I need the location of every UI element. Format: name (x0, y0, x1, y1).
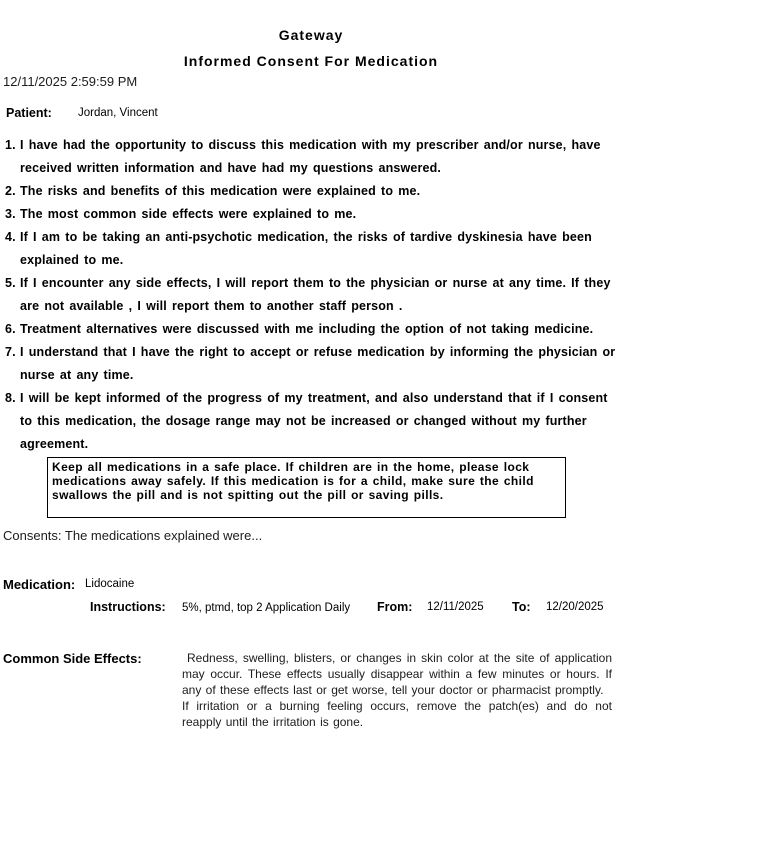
patient-row (0, 106, 622, 122)
to-date-value: 12/20/2025 (546, 601, 604, 613)
document-header (0, 27, 622, 69)
consent-item-number: 7. (5, 345, 16, 359)
consent-statement (5, 341, 617, 387)
patient-name: Jordan, Vincent (78, 107, 158, 119)
consent-item-number: 4. (5, 230, 16, 244)
consent-item-number: 6. (5, 322, 16, 336)
consent-item-text: If I encounter any side effects, I will report them to the physician or nurse at any time. If they are not available , I will report them to another staff person . (20, 276, 611, 313)
document-title: Informed Consent For Medication (183, 53, 439, 69)
patient-label: Patient: (6, 106, 52, 120)
consent-statement (5, 318, 617, 341)
consent-item-number: 2. (5, 184, 16, 198)
instructions-label: Instructions: (90, 600, 166, 614)
from-date-label: From: (377, 600, 413, 614)
consent-item-number: 8. (5, 391, 16, 405)
instructions-row (0, 600, 700, 632)
consent-item-text: I will be kept informed of the progress of my treatment, and also understand that if I consent to this medication, the dosage range may not be increased or changed without my further agreement. (20, 391, 608, 451)
print-timestamp: 12/11/2025 2:59:59 PM (3, 74, 138, 89)
consents-summary-line: Consents: The medications explained were... (3, 528, 263, 543)
consent-statement (5, 226, 617, 272)
consent-statements-list (5, 134, 617, 456)
consent-item-text: The risks and benefits of this medication were explained to me. (20, 184, 421, 198)
facility-name: Gateway (278, 27, 344, 43)
consent-item-number: 3. (5, 207, 16, 221)
medication-label: Medication: (3, 577, 76, 592)
instructions-value: 5%, ptmd, top 2 Application Daily (182, 602, 351, 614)
medication-row (0, 577, 622, 593)
consent-item-text: I have had the opportunity to discuss this medication with my prescriber and/or nurse, have received written information and have had my questions answered. (20, 138, 601, 175)
consent-statement (5, 272, 617, 318)
consent-statement (5, 180, 617, 203)
consent-item-number: 1. (5, 138, 16, 152)
side-effects-paragraph: Redness, swelling, blisters, or changes in skin color at the site of application may occur. These effects usually disappear within a few minutes or hours. If any of these effects last or get worse, tell your doctor or pharmacist promptly. (182, 651, 612, 697)
consent-item-text: Treatment alternatives were discussed with me including the option of not taking medicine. (20, 322, 594, 336)
consent-item-text: If I am to be taking an anti-psychotic medication, the risks of tardive dyskinesia have been explained to me. (20, 230, 592, 267)
consent-item-number: 5. (5, 276, 16, 290)
to-date-label: To: (512, 600, 531, 614)
side-effects-paragraph: If irritation or a burning feeling occurs, remove the patch(es) and do not reapply until the irritation is gone. (182, 699, 612, 729)
safety-notice-box: Keep all medications in a safe place. If children are in the home, please lock medications away safely. If this medication is for a child, make sure the child swallows the pill and is not spitting out the pill or saving pills. (47, 457, 566, 518)
consent-statement (5, 203, 617, 226)
consent-statement (5, 134, 617, 180)
medication-name: Lidocaine (85, 578, 135, 590)
consent-item-text: The most common side effects were explained to me. (20, 207, 357, 221)
side-effects-label: Common Side Effects: (3, 651, 142, 666)
consent-statement (5, 387, 617, 456)
side-effects-text (182, 650, 612, 730)
consent-item-text: I understand that I have the right to accept or refuse medication by informing the physician or nurse at any time. (20, 345, 616, 382)
from-date-value: 12/11/2025 (427, 601, 484, 613)
